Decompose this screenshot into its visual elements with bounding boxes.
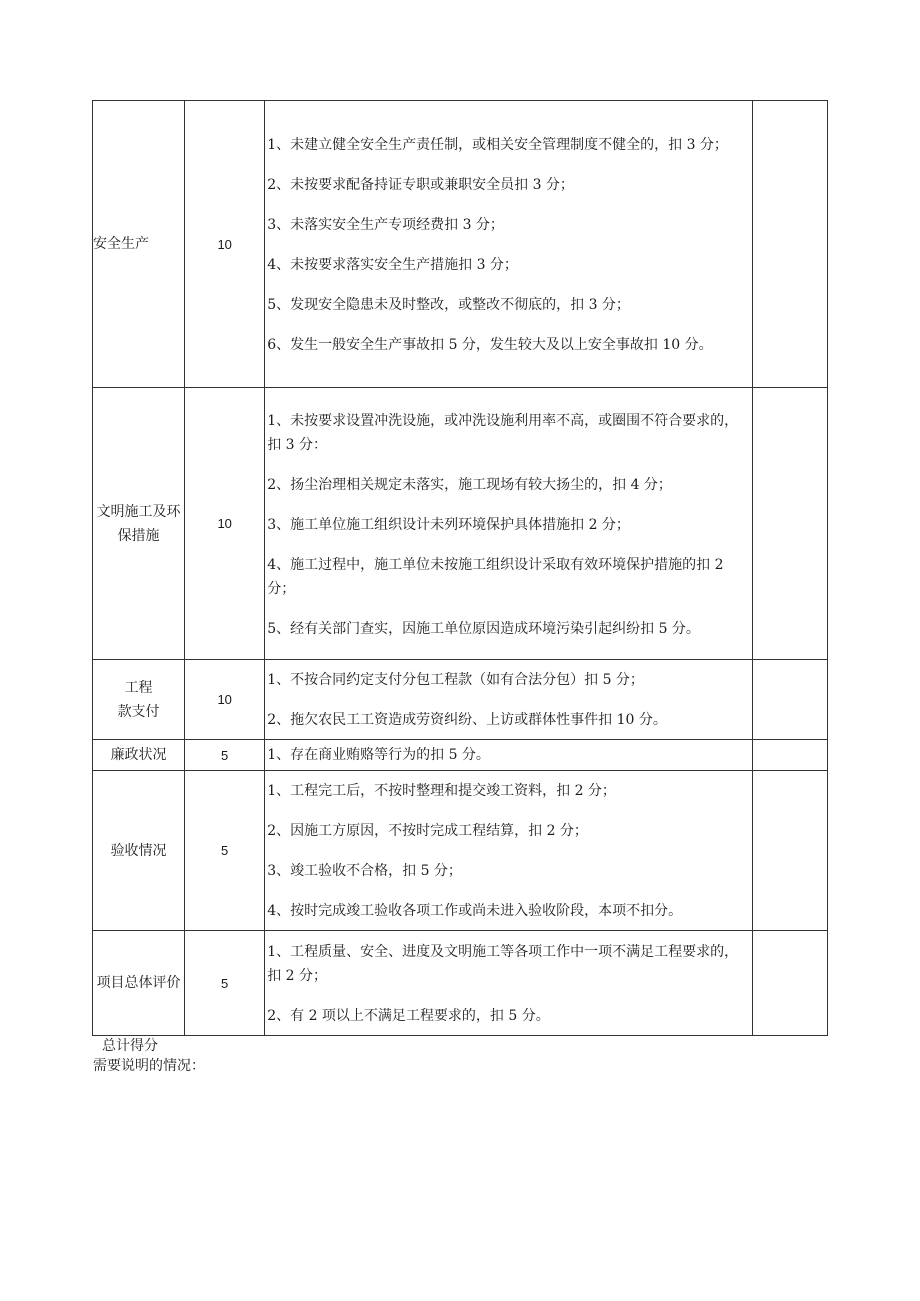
criterion: 5、经有关部门查实，因施工单位原因造成环境污染引起纠纷扣 5 分。 bbox=[267, 620, 700, 637]
item-name-line: 款支付 bbox=[117, 703, 160, 720]
item-name-text: 项目总体评价 bbox=[96, 975, 181, 991]
item-score: 5 bbox=[185, 740, 265, 771]
criteria-cell bbox=[265, 660, 753, 740]
criterion: 3、竣工验收不合格，扣 5 分； bbox=[267, 862, 462, 879]
criteria-cell bbox=[265, 388, 753, 660]
criterion: 1、工程完工后，不按时整理和提交竣工资料，扣 2 分； bbox=[267, 782, 616, 799]
criterion: 2、有 2 项以上不满足工程要求的，扣 5 分。 bbox=[267, 1008, 550, 1024]
item-name: 廉政状况 bbox=[93, 740, 185, 771]
criterion: 1、不按合同约定支付分包工程款（如有合法分包）扣 5 分； bbox=[267, 671, 644, 688]
table-row-overall-evaluation bbox=[93, 931, 828, 1036]
item-name: 安全生产 bbox=[93, 101, 185, 388]
item-name bbox=[93, 931, 185, 1036]
item-score: 10 bbox=[185, 660, 265, 740]
criterion: 1、未按要求设置冲洗设施，或冲洗设施利用率不高，或圈围不符合要求的，扣 3 分： bbox=[267, 412, 739, 453]
table-row-safety bbox=[93, 101, 828, 388]
criterion: 6、发生一般安全生产事故扣 5 分，发生较大及以上安全事故扣 10 分。 bbox=[267, 337, 713, 353]
score-entry-cell[interactable] bbox=[752, 740, 827, 771]
criterion: 2、未按要求配备持证专职或兼职安全员扣 3 分； bbox=[267, 177, 574, 193]
item-score: 5 bbox=[185, 931, 265, 1036]
criteria-cell bbox=[265, 931, 753, 1036]
item-name bbox=[93, 388, 185, 660]
item-score: 10 bbox=[185, 101, 265, 388]
score-entry-cell[interactable] bbox=[752, 931, 827, 1036]
table-row-civilized-construction bbox=[93, 388, 828, 660]
criteria-cell bbox=[265, 101, 753, 388]
criterion: 2、拖欠农民工工资造成劳资纠纷、上访或群体性事件扣 10 分。 bbox=[267, 711, 667, 728]
criterion: 1、未建立健全安全生产责任制，或相关安全管理制度不健全的，扣 3 分； bbox=[267, 137, 728, 153]
item-name-line: 工程 bbox=[124, 679, 153, 696]
criterion: 2、扬尘治理相关规定未落实，施工现场有较大扬尘的，扣 4 分； bbox=[267, 476, 672, 493]
table-row-integrity bbox=[93, 740, 828, 771]
score-entry-cell[interactable] bbox=[752, 388, 827, 660]
criterion: 4、按时完成竣工验收各项工作或尚未进入验收阶段，本项不扣分。 bbox=[267, 902, 683, 919]
criterion: 5、发现安全隐患未及时整改，或整改不彻底的，扣 3 分； bbox=[267, 297, 630, 313]
criterion: 3、施工单位施工组织设计未列环境保护具体措施扣 2 分； bbox=[267, 516, 630, 533]
item-score: 10 bbox=[185, 388, 265, 660]
criterion: 2、因施工方原因，不按时完成工程结算，扣 2 分； bbox=[267, 822, 588, 839]
score-entry-cell[interactable] bbox=[752, 660, 827, 740]
scoring-table bbox=[92, 100, 828, 1036]
criteria-cell bbox=[265, 740, 753, 771]
criterion: 4、未按要求落实安全生产措施扣 3 分； bbox=[267, 257, 518, 273]
table-row-acceptance bbox=[93, 771, 828, 931]
criteria-cell bbox=[265, 771, 753, 931]
score-entry-cell[interactable] bbox=[752, 101, 827, 388]
item-name bbox=[93, 660, 185, 740]
table-row-payment bbox=[93, 660, 828, 740]
criterion: 1、工程质量、安全、进度及文明施工等各项工作中一项不满足工程要求的，扣 2 分； bbox=[267, 944, 739, 984]
total-score-label: 总计得分 bbox=[102, 1038, 158, 1054]
item-name-text: 文明施工及环保措施 bbox=[96, 503, 181, 544]
notes-label: 需要说明的情况： bbox=[93, 1058, 205, 1074]
criterion: 1、存在商业贿赂等行为的扣 5 分。 bbox=[267, 747, 490, 763]
criterion: 3、未落实安全生产专项经费扣 3 分； bbox=[267, 217, 504, 233]
criterion: 4、施工过程中，施工单位未按施工组织设计采取有效环境保护措施的扣 2 分； bbox=[267, 556, 724, 597]
item-name: 验收情况 bbox=[93, 771, 185, 931]
score-entry-cell[interactable] bbox=[752, 771, 827, 931]
item-score: 5 bbox=[185, 771, 265, 931]
